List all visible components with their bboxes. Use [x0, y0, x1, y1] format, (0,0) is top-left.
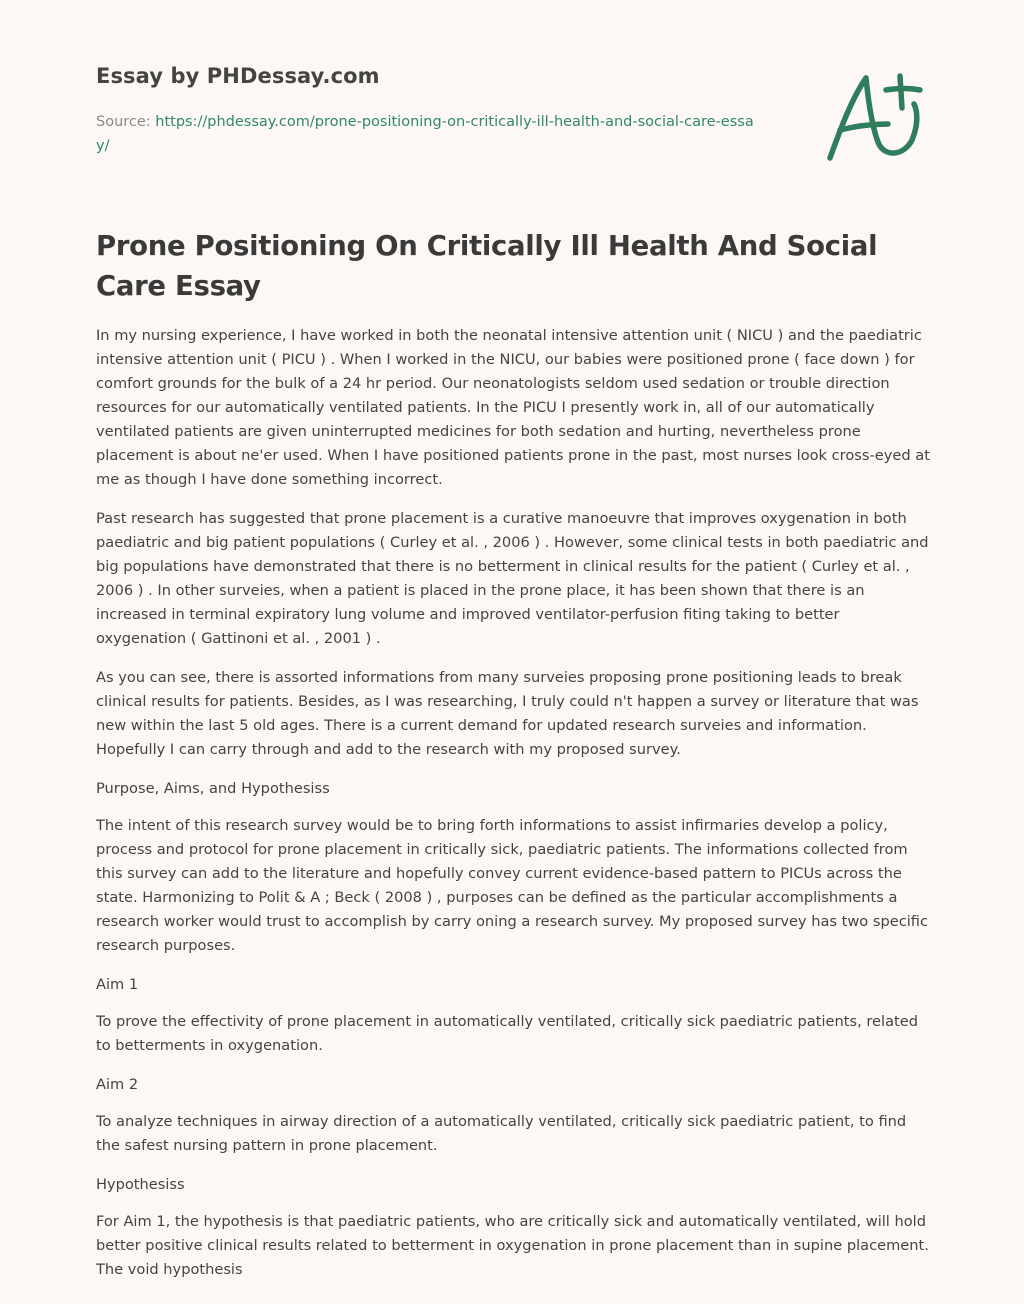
- source-label: Source:: [96, 114, 156, 130]
- paragraph: In my nursing experience, I have worked in both the neonatal intensive attention unit ( NICU ) and the paediatric intensive attention unit ( PICU ) . When I worked in the NICU, our babies were positioned prone ( face down ) for comfort grounds for the bulk of a 24 hr period. Our neonatologists seldom used sedation or trouble direction resources for our automatically ventilated patients. In the PICU I presently work in, all of our automatically ventilated patients are given uninterrupted medicines for both sedation and hurting, nevertheless prone placement is about ne'er used. When I have positioned patients prone in the past, most nurses look cross-eyed at me as though I have done something incorrect.: [96, 327, 930, 488]
- paragraph: As you can see, there is assorted informations from many surveies proposing prone positioning leads to break clinical results for patients. Besides, as I was researching, I truly could n't happen a survey or literature that was new within the last 5 old ages. There is a current demand for updated research surveies and information. Hopefully I can carry through and add to the research with my proposed survey.: [96, 669, 919, 758]
- paragraph: To prove the effectivity of prone placement in automatically ventilated, critically sick paediatric patients, related to betterments in oxygenation.: [96, 1013, 918, 1054]
- paragraph: To analyze techniques in airway direction of a automatically ventilated, critically sick paediatric patient, to find the safest nursing pattern in prone placement.: [96, 1113, 907, 1154]
- paragraph: The intent of this research survey would be to bring forth informations to assist infirmaries develop a policy, process and protocol for prone placement in critically sick, paediatric patients. The informations collected from this survey can add to the literature and hopefully convey current evidence-based pattern to PICUs across the state. Harmonizing to Polit & A ; Beck ( 2008 ) , purposes can be defined as the particular accomplishments a research worker would trust to accomplish by carry oning a research survey. My proposed survey has two specific research purposes.: [96, 817, 929, 954]
- essay-body: [96, 324, 932, 1297]
- a-plus-logo-icon: [822, 68, 932, 168]
- paragraph: Past research has suggested that prone placement is a curative manoeuvre that improves oxygenation in both paediatric and big patient populations ( Curley et al. , 2006 ) . However, some clinical tests in both paediatric and big populations have demonstrated that there is no betterment in clinical results for the patient ( Curley et al. , 2006 ) . In other surveies, when a patient is placed in the prone place, it has been shown that there is an increased in terminal expiratory lung volume and improved ventilator-perfusion fiting taking to better oxygenation ( Gattinoni et al. , 2001 ) .: [96, 510, 929, 647]
- site-title: Essay by PHDessay.com: [96, 64, 380, 88]
- section-heading: Purpose, Aims, and Hypothesiss: [96, 780, 330, 797]
- source-line: [96, 110, 756, 158]
- source-link[interactable]: https://phdessay.com/prone-positioning-on-critically-ill-health-and-social-care-essay/: [96, 114, 754, 154]
- essay-title: Prone Positioning On Critically Ill Health And Social Care Essay: [96, 230, 878, 302]
- section-heading: Hypothesiss: [96, 1176, 185, 1193]
- section-heading: Aim 2: [96, 1076, 139, 1093]
- paragraph: For Aim 1, the hypothesis is that paediatric patients, who are critically sick and automatically ventilated, will hold better positive clinical results related to betterment in oxygenation in prone placement than in supine placement. The void hypothesis: [96, 1213, 929, 1278]
- section-heading: Aim 1: [96, 976, 139, 993]
